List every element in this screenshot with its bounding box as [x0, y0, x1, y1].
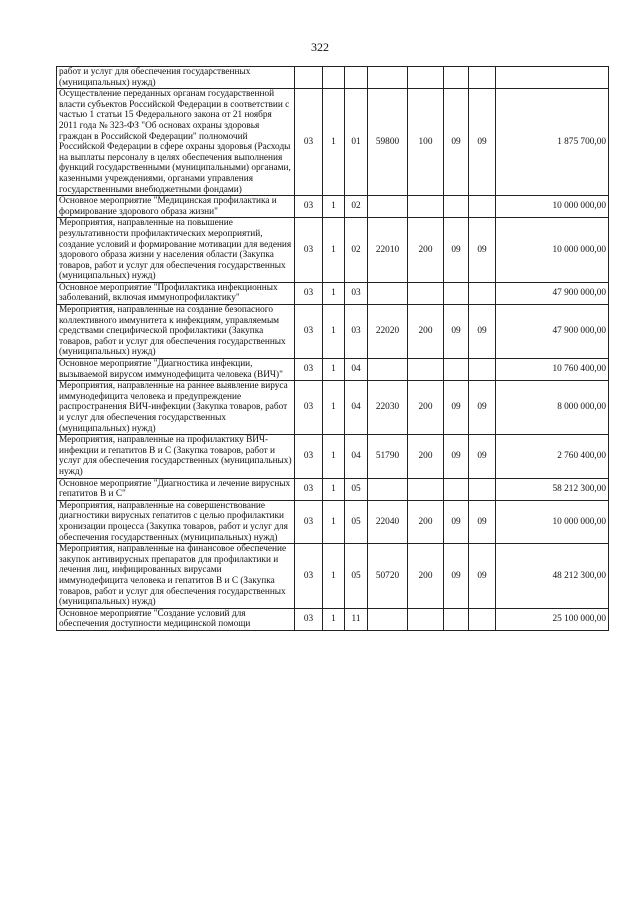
subsection-code-cell: 09: [469, 381, 496, 435]
subsection-code-cell: [469, 608, 496, 630]
row-description: Мероприятия, направленные на финансовое обеспечение закупок антивирусных препаратов для профилактики и лечения лиц, инфицированных вирусами иммунодефицита человека и гепатитов B и C (Закупка товаров, работ и услуг для обеспечения государственных (муниципальных) нужд): [57, 544, 295, 609]
row-description: Основное мероприятие "Диагностика инфекции, вызываемой вирусом иммунодефицита человека (ВИЧ)": [57, 359, 295, 381]
row-description: Мероприятия, направленные на повышение результативности профилактических мероприятий, создание условий и формирование мотивации для ведения здорового образа жизни у населения области (Закупка товаров, работ и услуг для обеспечения государственных (муниципальных) нужд): [57, 218, 295, 283]
page-number: 322: [311, 40, 329, 54]
section-code-cell: 09: [444, 218, 469, 283]
direction-code-cell: [368, 67, 408, 89]
section-code-cell: 09: [444, 89, 469, 196]
table-row: [57, 608, 609, 630]
expense-type-cell: 100: [408, 89, 444, 196]
expense-type-cell: 200: [408, 435, 444, 478]
expense-type-cell: 200: [408, 381, 444, 435]
subsection-code-cell: [469, 67, 496, 89]
program-code-cell: 03: [295, 381, 323, 435]
program-code-cell: 03: [295, 359, 323, 381]
subprogram-code-cell: 1: [323, 282, 345, 304]
subprogram-code-cell: 1: [323, 89, 345, 196]
amount-cell: 10 000 000,00: [496, 196, 609, 218]
subsection-code-cell: [469, 196, 496, 218]
subprogram-code-cell: 1: [323, 305, 345, 359]
amount-cell: 2 760 400,00: [496, 435, 609, 478]
section-code-cell: 09: [444, 305, 469, 359]
amount-cell: 10 000 000,00: [496, 500, 609, 543]
direction-code-cell: 50720: [368, 544, 408, 609]
main-activity-code-cell: 03: [345, 305, 368, 359]
direction-code-cell: [368, 282, 408, 304]
expense-type-cell: [408, 196, 444, 218]
main-activity-code-cell: 02: [345, 218, 368, 283]
main-activity-code-cell: 11: [345, 608, 368, 630]
table-row: [57, 282, 609, 304]
main-activity-code-cell: 05: [345, 478, 368, 500]
direction-code-cell: 22020: [368, 305, 408, 359]
main-activity-code-cell: [345, 67, 368, 89]
row-description: Осуществление переданных органам государственной власти субъектов Российской Федерации в соответствии с частью 1 статьи 15 Федерального закона от 21 ноября 2011 года № 323-ФЗ "Об основах охраны здоровья граждан в Российской Федерации" полномочий Российской Федерации в сфере охраны здоровья (Расходы на выплаты персоналу в целях обеспечения выполнения функций государственными (муниципальными) органами, казенными учреждениями, органами управления государственными внебюджетными фондами): [57, 89, 295, 196]
program-code-cell: [295, 67, 323, 89]
subsection-code-cell: [469, 478, 496, 500]
direction-code-cell: 22040: [368, 500, 408, 543]
amount-cell: 10 000 000,00: [496, 218, 609, 283]
direction-code-cell: 51790: [368, 435, 408, 478]
section-code-cell: 09: [444, 500, 469, 543]
program-code-cell: 03: [295, 282, 323, 304]
table-row: [57, 381, 609, 435]
section-code-cell: [444, 196, 469, 218]
expense-type-cell: [408, 67, 444, 89]
row-description: Основное мероприятие "Профилактика инфекционных заболеваний, включая иммунопрофилактику": [57, 282, 295, 304]
program-code-cell: 03: [295, 500, 323, 543]
expense-type-cell: [408, 478, 444, 500]
expense-type-cell: [408, 282, 444, 304]
table-row: [57, 218, 609, 283]
section-code-cell: 09: [444, 435, 469, 478]
direction-code-cell: [368, 359, 408, 381]
table-row: [57, 435, 609, 478]
subsection-code-cell: [469, 359, 496, 381]
amount-cell: 48 212 300,00: [496, 544, 609, 609]
program-code-cell: 03: [295, 89, 323, 196]
direction-code-cell: 22030: [368, 381, 408, 435]
main-activity-code-cell: 04: [345, 435, 368, 478]
program-code-cell: 03: [295, 478, 323, 500]
expense-type-cell: [408, 359, 444, 381]
expense-type-cell: 200: [408, 218, 444, 283]
subprogram-code-cell: 1: [323, 196, 345, 218]
direction-code-cell: 59800: [368, 89, 408, 196]
subprogram-code-cell: [323, 67, 345, 89]
expense-type-cell: 200: [408, 500, 444, 543]
row-description: Мероприятия, направленные на профилактику ВИЧ-инфекции и гепатитов B и C (Закупка товаров, работ и услуг для обеспечения государственных (муниципальных) нужд): [57, 435, 295, 478]
subsection-code-cell: 09: [469, 89, 496, 196]
direction-code-cell: [368, 608, 408, 630]
section-code-cell: [444, 359, 469, 381]
main-activity-code-cell: 05: [345, 500, 368, 543]
subprogram-code-cell: 1: [323, 608, 345, 630]
budget-table: [56, 66, 609, 631]
subsection-code-cell: 09: [469, 435, 496, 478]
row-description: Основное мероприятие "Создание условий для обеспечения доступности медицинской помощи: [57, 608, 295, 630]
row-description: Мероприятия, направленные на раннее выявление вируса иммунодефицита человека и предупреждение распространения ВИЧ-инфекции (Закупка товаров, работ и услуг для обеспечения государственных (муниципальных) нужд): [57, 381, 295, 435]
section-code-cell: 09: [444, 381, 469, 435]
expense-type-cell: 200: [408, 544, 444, 609]
program-code-cell: 03: [295, 435, 323, 478]
program-code-cell: 03: [295, 608, 323, 630]
row-description: Мероприятия, направленные на создание безопасного коллективного иммунитета к инфекциям, управляемым средствами специфической профилактики (Закупка товаров, работ и услуг для обеспечения государственных (муниципальных) нужд): [57, 305, 295, 359]
section-code-cell: [444, 282, 469, 304]
row-description: Основное мероприятие "Диагностика и лечение вирусных гепатитов B и C": [57, 478, 295, 500]
main-activity-code-cell: 03: [345, 282, 368, 304]
amount-cell: 47 900 000,00: [496, 282, 609, 304]
subprogram-code-cell: 1: [323, 359, 345, 381]
program-code-cell: 03: [295, 305, 323, 359]
direction-code-cell: 22010: [368, 218, 408, 283]
amount-cell: 47 900 000,00: [496, 305, 609, 359]
subsection-code-cell: [469, 282, 496, 304]
expense-type-cell: [408, 608, 444, 630]
subprogram-code-cell: 1: [323, 500, 345, 543]
table-row: [57, 544, 609, 609]
amount-cell: 25 100 000,00: [496, 608, 609, 630]
main-activity-code-cell: 01: [345, 89, 368, 196]
subsection-code-cell: 09: [469, 305, 496, 359]
subprogram-code-cell: 1: [323, 435, 345, 478]
row-description: Основное мероприятие "Медицинская профилактика и формирование здорового образа жизни": [57, 196, 295, 218]
expense-type-cell: 200: [408, 305, 444, 359]
amount-cell: [496, 67, 609, 89]
row-description: Мероприятия, направленные на совершенствование диагностики вирусных гепатитов с целью профилактики хронизации процесса (Закупка товаров, работ и услуг для обеспечения государственных (муниципальных) нужд): [57, 500, 295, 543]
main-activity-code-cell: 04: [345, 381, 368, 435]
main-activity-code-cell: 02: [345, 196, 368, 218]
table-row: [57, 500, 609, 543]
direction-code-cell: [368, 478, 408, 500]
table-body: [57, 67, 609, 631]
subprogram-code-cell: 1: [323, 218, 345, 283]
section-code-cell: [444, 608, 469, 630]
row-description: работ и услуг для обеспечения государственных (муниципальных) нужд): [57, 67, 295, 89]
amount-cell: 58 212 300,00: [496, 478, 609, 500]
section-code-cell: 09: [444, 544, 469, 609]
direction-code-cell: [368, 196, 408, 218]
subsection-code-cell: 09: [469, 218, 496, 283]
amount-cell: 8 000 000,00: [496, 381, 609, 435]
table-row: [57, 478, 609, 500]
main-activity-code-cell: 05: [345, 544, 368, 609]
subprogram-code-cell: 1: [323, 381, 345, 435]
program-code-cell: 03: [295, 544, 323, 609]
section-code-cell: [444, 478, 469, 500]
table-row: [57, 196, 609, 218]
table-row: [57, 359, 609, 381]
subsection-code-cell: 09: [469, 500, 496, 543]
amount-cell: 10 760 400,00: [496, 359, 609, 381]
subprogram-code-cell: 1: [323, 478, 345, 500]
main-activity-code-cell: 04: [345, 359, 368, 381]
section-code-cell: [444, 67, 469, 89]
table-row: [57, 67, 609, 89]
amount-cell: 1 875 700,00: [496, 89, 609, 196]
table-row: [57, 305, 609, 359]
subsection-code-cell: 09: [469, 544, 496, 609]
program-code-cell: 03: [295, 196, 323, 218]
program-code-cell: 03: [295, 218, 323, 283]
table-row: [57, 89, 609, 196]
subprogram-code-cell: 1: [323, 544, 345, 609]
